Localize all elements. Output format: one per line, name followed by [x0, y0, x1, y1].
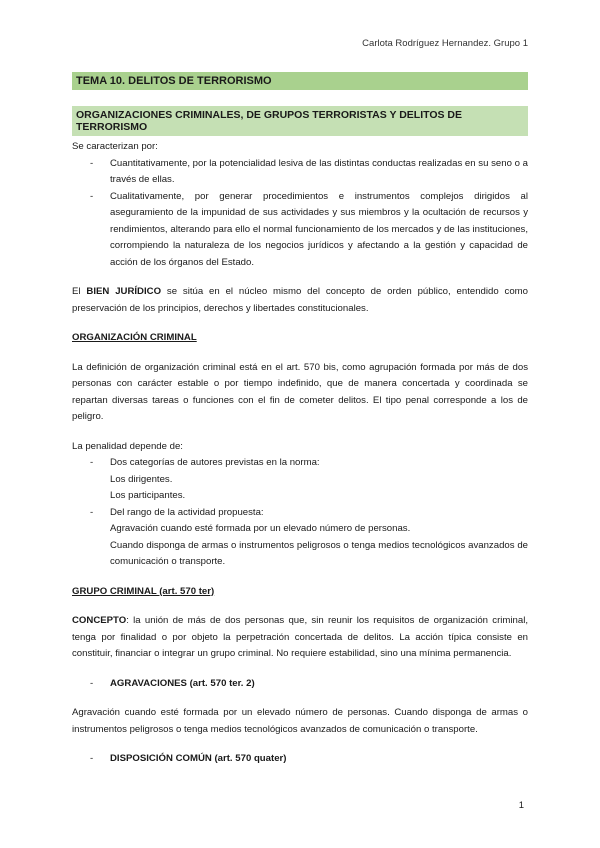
penalidad-list: [72, 455, 528, 472]
header-author: Carlota Rodríguez Hernandez. Grupo 1: [362, 38, 528, 49]
intro-list: [72, 156, 528, 272]
penalidad-sub-1: Los dirigentes.: [110, 473, 173, 485]
agravaciones-heading: - AGRAVACIONES (art. 570 ter. 2): [72, 676, 528, 693]
concepto-paragraph: CONCEPTO: la unión de más de dos personas que, sin reunir los requisitos de organización criminal, tenga por finalidad o por objeto la perpetración concertada de delitos. La acción típica consiste en constituir, financiar o integrar un grupo criminal. No requiere estabilidad, sino una mínima permanencia.: [72, 615, 528, 659]
chapter-title: TEMA 10. DELITOS DE TERRORISMO: [72, 72, 528, 90]
body-content: [72, 139, 528, 768]
intro-item-1: - Cuantitativamente, por la potencialidad lesiva de las distintas conductas realizadas en su seno o a través de ellas.: [72, 156, 528, 189]
page-number: 1: [518, 800, 524, 811]
penalidad-sub-3: Agravación cuando esté formada por un elevado número de personas.: [110, 523, 411, 534]
agravaciones-text: Agravación cuando esté formada por un elevado número de personas. Cuando disponga de armas o instrumentos peligrosos o tenga medios tecnológicos avanzados de comunicación o transporte.: [72, 707, 528, 735]
section-title: ORGANIZACIONES CRIMINALES, DE GRUPOS TERRORISTAS Y DELITOS DE TERRORISMO: [72, 106, 528, 136]
intro-item-2: - Cualitativamente, por generar procedimientos e instrumentos complejos dirigidos al aseguramiento de la impunidad de sus actividades y sus miembros y la ocultación de recursos y rendimientos, alterando para ello el normal funcionamiento de los mercados y de las instituciones, corrompiendo la naturaleza de los negocios jurídicos y afectando a la gestión y capacidad de acción de los órganos del Estado.: [72, 189, 528, 272]
penalidad-item-1: - Dos categorías de autores previstas en la norma:: [72, 455, 528, 472]
org-heading: ORGANIZACIÓN CRIMINAL: [72, 332, 197, 343]
penalidad-item-2: - Del rango de la actividad propuesta:: [72, 505, 528, 522]
concepto-term: CONCEPTO: [72, 615, 127, 626]
bien-juridico-term: BIEN JURÍDICO: [86, 286, 162, 297]
org-definition: La definición de organización criminal está en el art. 570 bis, como agrupación formada por más de dos personas con carácter estable o por tiempo indefinido, que de manera concertada y coordinada se repartan diversas tareas o funciones con el fin de cometer delitos. El tipo penal corresponde a los de peligro.: [72, 361, 528, 422]
grupo-heading: GRUPO CRIMINAL (art. 570 ter): [72, 585, 215, 597]
intro-lead: Se caracterizan por:: [72, 141, 158, 152]
penalidad-sub-2: Los participantes.: [110, 490, 186, 501]
penalidad-lead: La penalidad depende de:: [72, 440, 183, 452]
penalidad-sub-4: Cuando disponga de armas o instrumentos peligrosos o tenga medios tecnológicos avanzados de comunicación o transporte.: [110, 539, 528, 567]
disposicion-heading: - DISPOSICIÓN COMÚN (art. 570 quater): [72, 751, 528, 768]
bien-juridico-paragraph: El BIEN JURÍDICO se sitúa en el núcleo mismo del concepto de orden público, entendido como preservación de los principios, derechos y libertades constitucionales.: [72, 286, 528, 314]
